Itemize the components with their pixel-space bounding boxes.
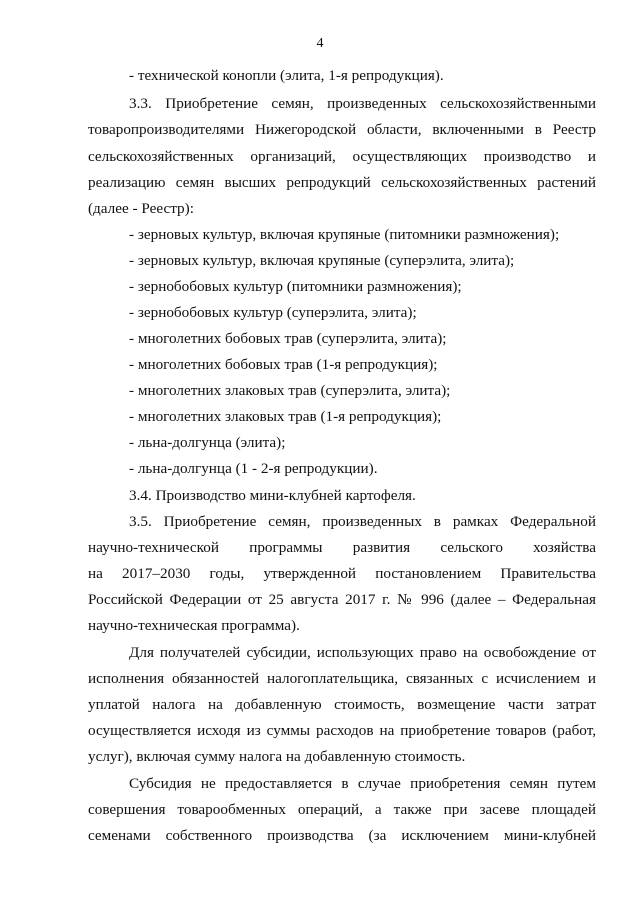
paragraph-line: 3.5. Приобретение семян, произведенных в рамках Федеральной — [129, 513, 596, 530]
paragraph-line: на 2017–2030 годы, утвержденной постановлением Правительства — [88, 565, 596, 582]
paragraph-line: уплатой налога на добавленную стоимость, возмещение части затрат — [88, 696, 596, 713]
list-item: - технической конопли (элита, 1-я репродукция). — [129, 67, 444, 84]
list-item: - многолетних бобовых трав (1-я репродукция); — [129, 356, 438, 373]
list-item: - многолетних бобовых трав (суперэлита, элита); — [129, 330, 447, 347]
list-item: - зерновых культур, включая крупяные (суперэлита, элита); — [129, 252, 515, 269]
list-item: - льна-долгунца (1 - 2-я репродукции). — [129, 460, 378, 477]
paragraph-line: услуг), включая сумму налога на добавленную стоимость. — [88, 748, 466, 765]
paragraph-line: научно-техническая программа). — [88, 617, 300, 634]
paragraph-line: товаропроизводителями Нижегородской области, включенными в Реестр — [88, 121, 596, 138]
paragraph-line: (далее - Реестр): — [88, 200, 194, 217]
paragraph-line: семенами собственного производства (за исключением мини-клубней — [88, 827, 596, 844]
paragraph-line: Для получателей субсидии, использующих право на освобождение от — [129, 644, 596, 661]
paragraph-line: Российской Федерации от 25 августа 2017 г. № 996 (далее – Федеральная — [88, 591, 596, 608]
list-item: - льна-долгунца (элита); — [129, 434, 286, 451]
paragraph-line: реализацию семян высших репродукций сельскохозяйственных растений — [88, 174, 596, 191]
list-item: - зерновых культур, включая крупяные (питомники размножения); — [129, 226, 560, 243]
list-item: - многолетних злаковых трав (суперэлита, элита); — [129, 382, 451, 399]
list-item: - многолетних злаковых трав (1-я репродукция); — [129, 408, 442, 425]
list-item: - зернобобовых культур (питомники размножения); — [129, 278, 462, 295]
list-item: - зернобобовых культур (суперэлита, элита); — [129, 304, 417, 321]
paragraph-line: 3.4. Производство мини-клубней картофеля. — [129, 487, 416, 504]
paragraph-line: сельскохозяйственных организаций, осуществляющих производство и — [88, 148, 596, 165]
paragraph-line: Субсидия не предоставляется в случае приобретения семян путем — [129, 775, 596, 792]
paragraph-line: осуществляется исходя из суммы расходов на приобретение товаров (работ, — [88, 722, 596, 739]
paragraph-line: научно-технической программы развития сельского хозяйства — [88, 539, 596, 556]
paragraph-line: исполнения обязанностей налогоплательщика, связанных с исчислением и — [88, 670, 596, 687]
paragraph-line: 3.3. Приобретение семян, произведенных сельскохозяйственными — [129, 95, 596, 112]
page-number: 4 — [316, 36, 324, 51]
paragraph-line: совершения товарообменных операций, а также при засеве площадей — [88, 801, 596, 818]
